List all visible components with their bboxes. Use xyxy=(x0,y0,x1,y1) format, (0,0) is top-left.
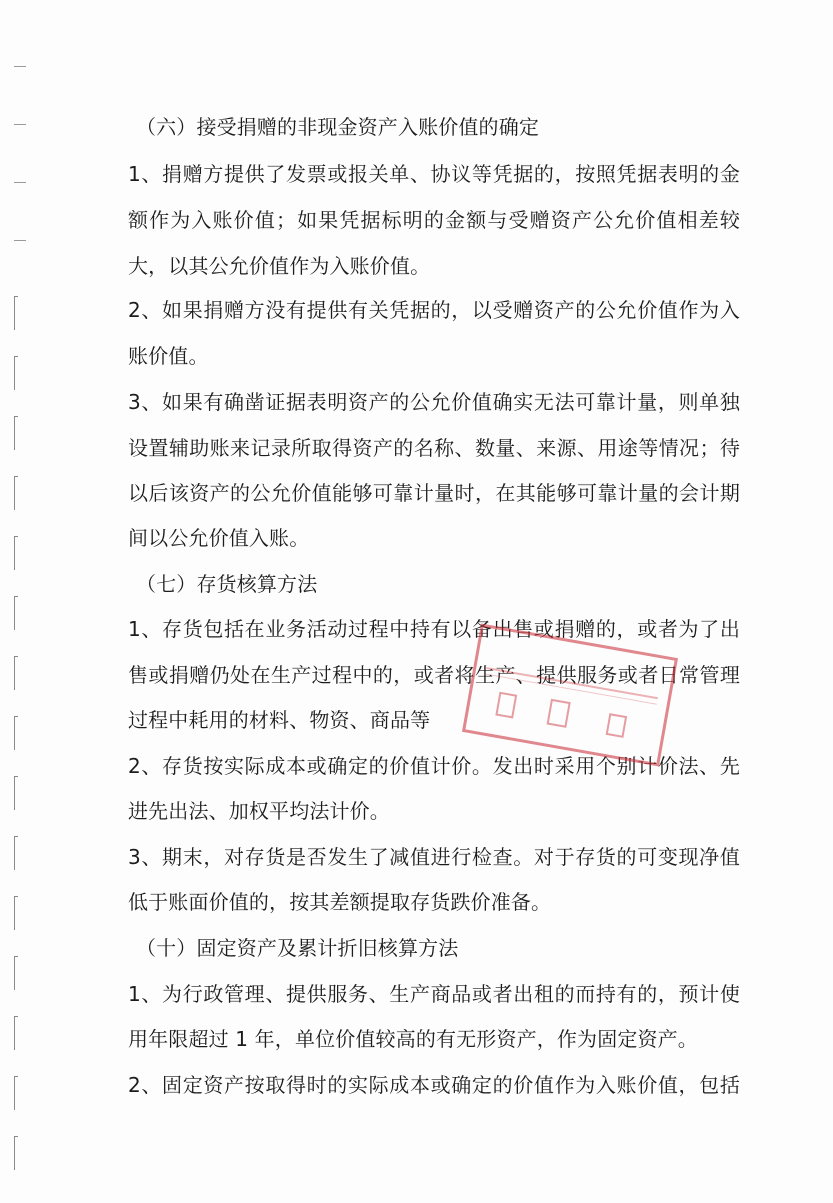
paragraph-line: 1、捐赠方提供了发票或报关单、协议等凭据的，按照凭据表明的金 xyxy=(128,162,740,186)
section-heading: （十）固定资产及累计折旧核算方法 xyxy=(136,936,459,960)
paragraph-line: 大，以其公允价值作为入账价值。 xyxy=(128,254,431,278)
paragraph-line: 进先出法、加权平均法计价。 xyxy=(128,799,390,823)
binding-hole xyxy=(14,716,18,750)
section-heading: （七）存货核算方法 xyxy=(136,572,318,596)
paragraph-line: 设置辅助账来记录所取得资产的名称、数量、来源、用途等情况；待 xyxy=(128,436,740,460)
paragraph-line: 低于账面价值的，按其差额提取存货跌价准备。 xyxy=(128,890,552,914)
paragraph-line: 用年限超过 1 年，单位价值较高的有无形资产，作为固定资产。 xyxy=(128,1027,698,1051)
binding-hole xyxy=(14,656,18,690)
binding-margin xyxy=(0,0,34,1203)
binding-hole xyxy=(14,596,18,630)
binding-mark xyxy=(14,240,26,241)
binding-hole xyxy=(14,416,18,450)
official-seal-stamp xyxy=(462,623,678,766)
binding-mark xyxy=(14,124,26,125)
section-heading: （六）接受捐赠的非现金资产入账价值的确定 xyxy=(136,115,539,139)
binding-hole xyxy=(14,296,18,330)
binding-hole xyxy=(14,1016,18,1050)
seal-texture xyxy=(465,627,674,763)
binding-hole xyxy=(14,1076,18,1110)
paragraph-line: 售或捐赠仍处在生产过程中的，或者将生产、提供服务或者日常管理 xyxy=(128,663,740,687)
binding-hole xyxy=(14,536,18,570)
paragraph-line: 1、为行政管理、提供服务、生产商品或者出租的而持有的，预计使 xyxy=(128,982,740,1006)
paragraph-line: 3、如果有确凿证据表明资产的公允价值确实无法可靠计量，则单独 xyxy=(128,390,740,414)
paragraph-line: 2、存货按实际成本或确定的价值计价。发出时采用个别计价法、先 xyxy=(128,754,740,778)
paragraph-line: 过程中耗用的材料、物资、商品等 xyxy=(128,708,431,732)
binding-mark xyxy=(14,182,26,183)
paragraph-line: 2、固定资产按取得时的实际成本或确定的价值作为入账价值，包括 xyxy=(128,1073,740,1097)
binding-mark xyxy=(14,66,26,67)
paragraph-line: 1、存货包括在业务活动过程中持有以备出售或捐赠的，或者为了出 xyxy=(128,617,740,641)
paragraph-line: 以后该资产的公允价值能够可靠计量时，在其能够可靠计量的会计期 xyxy=(128,481,740,505)
paragraph-line: 间以公允价值入账。 xyxy=(128,526,310,550)
binding-hole xyxy=(14,896,18,930)
paragraph-line: 2、如果捐赠方没有提供有关凭据的，以受赠资产的公允价值作为入 xyxy=(128,298,740,322)
binding-hole xyxy=(14,836,18,870)
binding-hole xyxy=(14,476,18,510)
paragraph-line: 3、期末，对存货是否发生了减值进行检查。对于存货的可变现净值 xyxy=(128,845,740,869)
paragraph-line: 账价值。 xyxy=(128,344,209,368)
binding-hole xyxy=(14,776,18,810)
binding-hole xyxy=(14,956,18,990)
paragraph-line: 额作为入账价值；如果凭据标明的金额与受赠资产公允价值相差较 xyxy=(128,208,740,232)
binding-hole xyxy=(14,356,18,390)
binding-hole xyxy=(14,1136,18,1170)
